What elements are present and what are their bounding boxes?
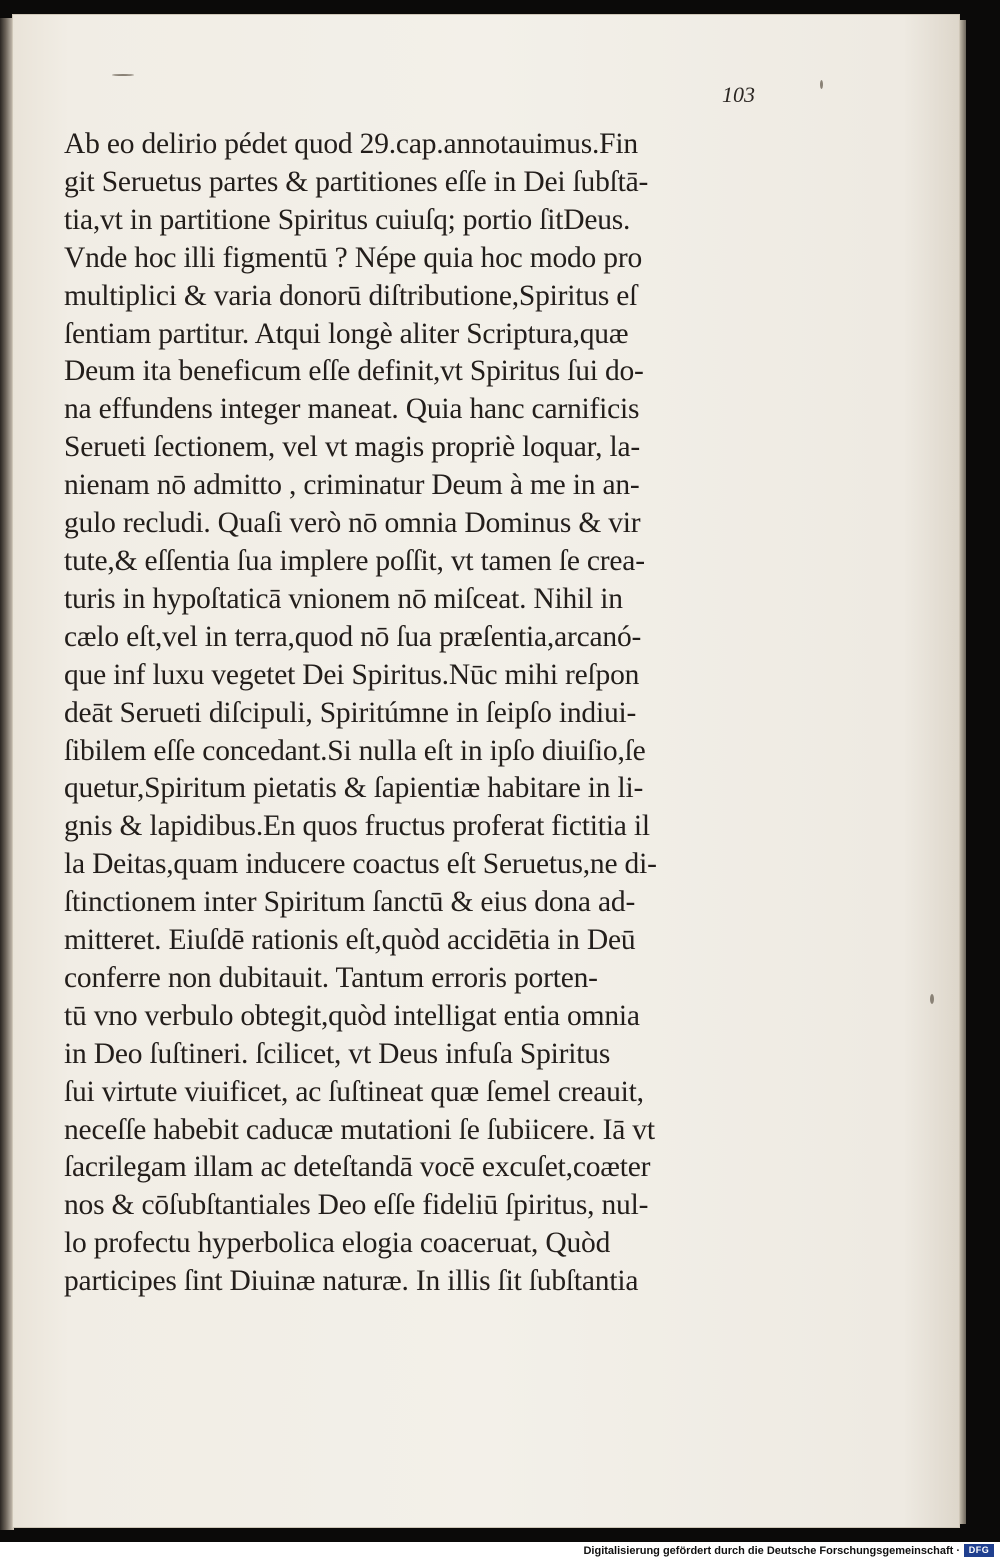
text-line: la Deitas,quam inducere coactus eſt Seruetus,ne di- — [64, 848, 657, 881]
text-line: multiplici & varia donorū diſtributione,Spiritus eſ — [64, 279, 638, 312]
text-line: tia,vt in partitione Spiritus cuiuſq; portio ſitDeus. — [64, 203, 631, 236]
text-line: git Seruetus partes & partitiones eſſe in Dei ſubſtā- — [64, 165, 649, 198]
text-line: gnis & lapidibus.En quos fructus proferat fictitia il — [64, 810, 650, 843]
text-line: ſibilem eſſe concedant.Si nulla eſt in ipſo diuiſio,ſe — [64, 734, 646, 767]
text-line: que inf luxu vegetet Dei Spiritus.Nūc mihi reſpon — [64, 658, 640, 691]
text-line: ſentiam partitur. Atqui longè aliter Scriptura,quæ — [64, 317, 629, 350]
text-line: tute,& eſſentia ſua implere poſſit, vt tamen ſe crea- — [64, 544, 645, 577]
paper-speck — [930, 994, 934, 1004]
text-line: deāt Serueti diſcipuli, Spiritúmne in ſeipſo indiui- — [64, 696, 637, 729]
page-number: 103 — [722, 82, 755, 107]
page-edge — [960, 20, 966, 1524]
text-line: conferre non dubitauit. Tantum erroris porten- — [64, 961, 598, 994]
text-line: in Deo ſuſtineri. ſcilicet, vt Deus infuſa Spiritus — [64, 1037, 611, 1070]
text-line: lo profectu hyperbolica elogia coaceruat, Quòd — [64, 1227, 611, 1260]
text-line: quetur,Spiritum pietatis & ſapientiæ habitare in li- — [64, 772, 644, 805]
text-line: ſui virtute viuificet, ac ſuſtineat quæ ſemel creauit, — [64, 1075, 644, 1108]
text-line: turis in hypoſtaticā vnionem nō miſceat. Nihil in — [64, 582, 623, 615]
text-line: Serueti ſectionem, vel vt magis propriè loquar, la- — [64, 431, 640, 464]
funding-credit: Digitalisierung gefördert durch die Deutsche Forschungsgemeinschaft · — [583, 1545, 960, 1557]
dfg-logo: DFG — [964, 1544, 994, 1557]
text-line: neceſſe habebit caducæ mutationi ſe ſubiicere. Iā vt — [64, 1113, 655, 1146]
text-line: nienam nō admitto , criminatur Deum à me in an- — [64, 469, 640, 502]
text-line: nos & cōſubſtantiales Deo eſſe fideliū ſpiritus, nul- — [64, 1189, 649, 1222]
text-line: Deum ita beneficum eſſe definit,vt Spiritus ſui do- — [64, 355, 644, 388]
text-line: participes ſint Diuinæ naturæ. In illis ſit ſubſtantia — [64, 1265, 639, 1298]
text-line: Vnde hoc illi figmentū ? Népe quia hoc modo pro — [64, 241, 642, 274]
text-line: gulo recludi. Quaſi verò nō omnia Dominus & vir — [64, 507, 641, 540]
body-text — [64, 126, 764, 1301]
text-line: mitteret. Eiuſdē rationis eſt,quòd accidētia in Deū — [64, 924, 636, 957]
text-line: na effundens integer maneat. Quia hanc carnificis — [64, 393, 640, 426]
text-line: cælo eſt,vel in terra,quod nō ſua præſentia,arcanó- — [64, 620, 642, 653]
text-line: ſtinctionem inter Spiritum ſanctū & eius dona ad- — [64, 886, 636, 919]
paper-speck — [112, 74, 134, 76]
text-line: Ab eo delirio pédet quod 29.cap.annotauimus.Fin — [64, 128, 638, 160]
text-line: ſacrilegam illam ac deteſtandā vocē excuſet,coæter — [64, 1151, 651, 1184]
paper-speck — [820, 80, 823, 89]
text-line: tū vno verbulo obtegit,quòd intelligat entia omnia — [64, 999, 640, 1032]
